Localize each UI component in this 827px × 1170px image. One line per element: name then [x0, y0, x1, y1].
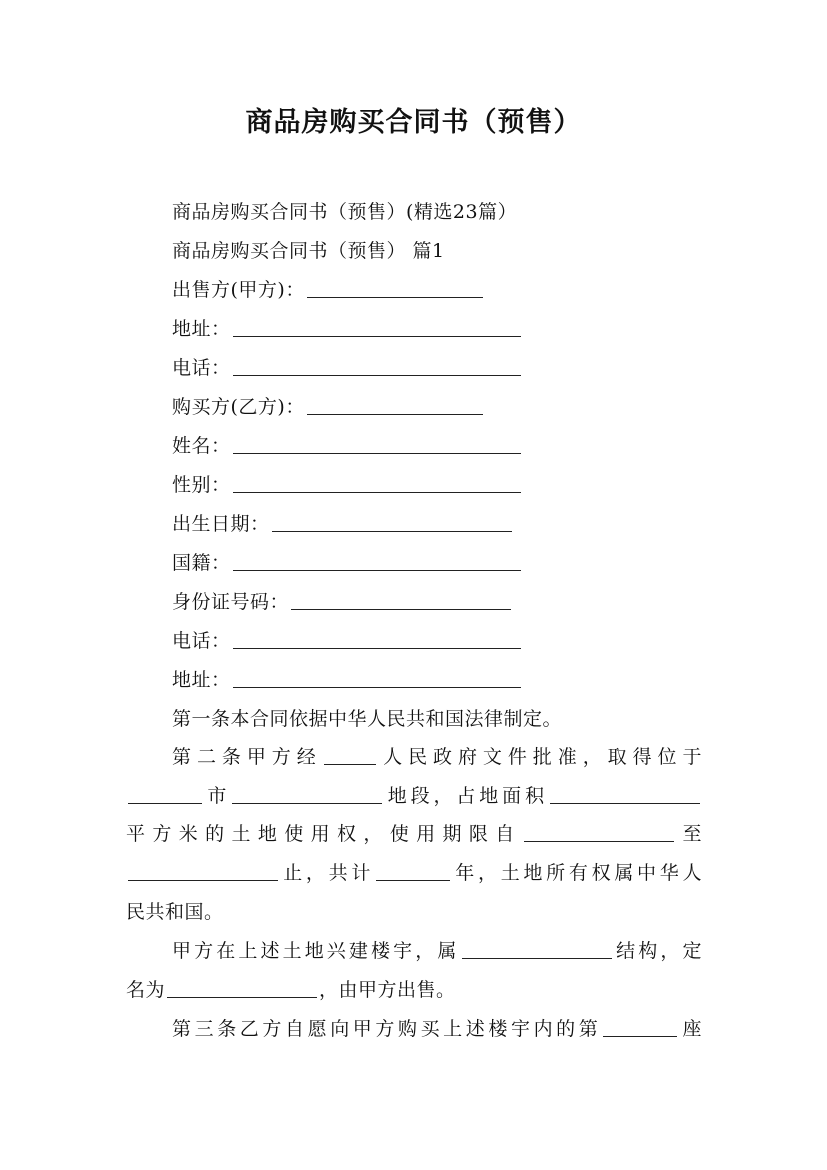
text-run: 年，土地所有权属中华人	[452, 862, 702, 884]
text-run: 第三条乙方自愿向甲方购买上述楼宇内的第	[172, 1018, 602, 1040]
fill-blank	[233, 551, 521, 571]
field-label: 姓名：	[172, 435, 231, 457]
form-field-seller	[172, 278, 748, 302]
text-run: 市	[204, 785, 231, 807]
text-run: ，由甲方出售。	[319, 979, 456, 1001]
fill-blank	[233, 629, 521, 649]
fill-blank	[233, 317, 521, 337]
fill-blank	[603, 1017, 677, 1037]
document-title: 商品房购买合同书（预售）	[245, 107, 582, 138]
document-subtitle: 商品房购买合同书（预售）(精选23篇）	[172, 201, 518, 223]
form-field-seller-phone	[172, 356, 748, 380]
form-field-gender	[172, 473, 748, 497]
field-label: 出生日期：	[172, 513, 270, 535]
fill-blank	[128, 861, 278, 881]
form-field-id-number	[172, 590, 748, 614]
fill-blank	[307, 278, 483, 298]
article-1: 第一条本合同依据中华人民共和国法律制定。	[172, 708, 563, 730]
article-2-line-5: 民共和国。	[126, 901, 224, 923]
field-label: 地址：	[172, 318, 231, 340]
fill-blank	[233, 473, 521, 493]
fill-blank	[324, 745, 376, 765]
article-3-line-1	[172, 1017, 702, 1041]
field-label: 电话：	[172, 630, 231, 652]
fill-blank	[376, 861, 450, 881]
text-run: 至	[675, 823, 702, 845]
field-label: 国籍：	[172, 552, 231, 574]
paragraph-2-line-1	[172, 939, 702, 963]
fill-blank	[232, 784, 382, 804]
article-2-line-3	[126, 822, 702, 846]
text-run: 第二条甲方经	[172, 746, 322, 768]
fill-blank	[291, 590, 511, 610]
form-field-buyer	[172, 395, 748, 419]
fill-blank	[233, 356, 521, 376]
form-field-buyer-address	[172, 668, 748, 692]
text-run: 座	[679, 1018, 702, 1040]
text-run: 平方米的土地使用权，使用期限自	[126, 823, 522, 845]
fill-blank	[167, 978, 317, 998]
text-run: 地段，占地面积	[384, 785, 548, 807]
paragraph-2-line-2	[126, 978, 702, 1002]
field-label: 地址：	[172, 669, 231, 691]
fill-blank	[128, 784, 202, 804]
fill-blank	[307, 395, 483, 415]
text-run: 名为	[126, 979, 166, 1001]
text-run: 止，共计	[280, 862, 375, 884]
fill-blank	[550, 784, 700, 804]
text-run: 人民政府文件批准，取得位于	[377, 746, 702, 768]
form-field-buyer-phone	[172, 629, 748, 653]
field-label: 出售方(甲方)：	[172, 279, 305, 301]
field-label: 身份证号码：	[172, 591, 290, 613]
article-2-line-1	[172, 745, 702, 769]
text-run: 甲方在上述土地兴建楼宇，属	[172, 940, 460, 962]
article-2-line-2	[126, 784, 702, 808]
article-2-line-4	[126, 861, 702, 885]
field-label: 性别：	[172, 474, 231, 496]
form-field-birthdate	[172, 512, 748, 536]
form-field-nationality	[172, 551, 748, 575]
form-field-seller-address	[172, 317, 748, 341]
form-field-name	[172, 434, 748, 458]
field-label: 购买方(乙方)：	[172, 396, 305, 418]
fill-blank	[462, 939, 612, 959]
text-run: 结构，定	[613, 940, 702, 962]
fill-blank	[233, 434, 521, 454]
section-heading: 商品房购买合同书（预售） 篇1	[172, 240, 445, 262]
field-label: 电话：	[172, 357, 231, 379]
fill-blank	[524, 822, 674, 842]
fill-blank	[272, 512, 512, 532]
fill-blank	[233, 668, 521, 688]
